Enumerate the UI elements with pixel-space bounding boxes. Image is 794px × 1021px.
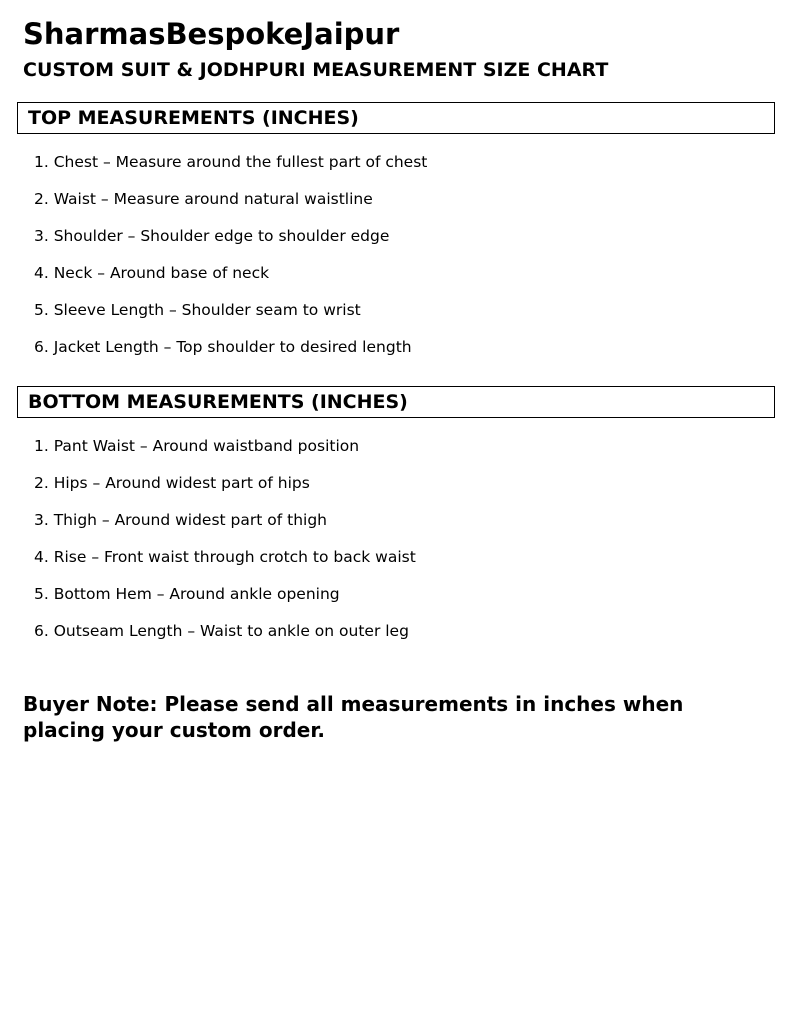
- brand-title: SharmasBespokeJaipur: [23, 17, 400, 51]
- list-item: 2. Waist – Measure around natural waistline: [34, 190, 373, 208]
- list-item: 3. Shoulder – Shoulder edge to shoulder edge: [34, 227, 390, 245]
- list-item: 4. Rise – Front waist through crotch to back waist: [34, 548, 416, 566]
- top-measurements-list: [34, 152, 427, 374]
- page-subtitle: CUSTOM SUIT & JODHPURI MEASUREMENT SIZE CHART: [23, 59, 609, 81]
- section-header-top: TOP MEASUREMENTS (INCHES): [17, 102, 775, 134]
- section-header-bottom: BOTTOM MEASUREMENTS (INCHES): [17, 386, 775, 418]
- list-item: 5. Sleeve Length – Shoulder seam to wrist: [34, 301, 361, 319]
- list-item: 1. Pant Waist – Around waistband position: [34, 437, 360, 455]
- list-item: 3. Thigh – Around widest part of thigh: [34, 511, 328, 529]
- buyer-note: Buyer Note: Please send all measurements in inches when placing your custom order.: [23, 692, 684, 742]
- list-item: 2. Hips – Around widest part of hips: [34, 474, 310, 492]
- list-item: 4. Neck – Around base of neck: [34, 264, 270, 282]
- list-item: 5. Bottom Hem – Around ankle opening: [34, 585, 340, 603]
- list-item: 6. Outseam Length – Waist to ankle on outer leg: [34, 622, 409, 640]
- list-item: 1. Chest – Measure around the fullest part of chest: [34, 153, 428, 171]
- bottom-measurements-list: [34, 436, 416, 658]
- list-item: 6. Jacket Length – Top shoulder to desired length: [34, 338, 412, 356]
